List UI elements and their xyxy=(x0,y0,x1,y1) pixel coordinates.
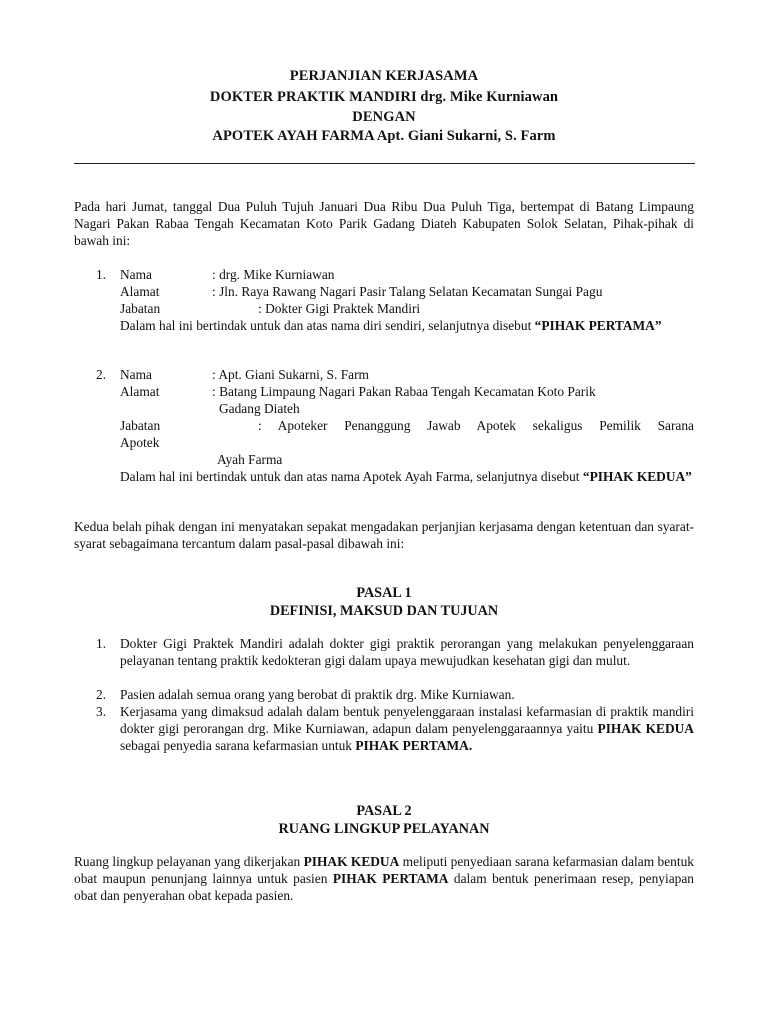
doc-title-line-2: DOKTER PRAKTIK MANDIRI drg. Mike Kurniawan xyxy=(209,89,559,105)
party1-statement xyxy=(120,317,694,334)
party2-alamat-value-2: Gadang Diateh xyxy=(219,401,300,416)
party2-jabatan-wrap: Apotek xyxy=(120,435,160,450)
party2-designation: “PIHAK KEDUA” xyxy=(582,469,692,484)
pasal1-item1-number: 1. xyxy=(96,636,107,651)
pasal1-item3-bold-a: PIHAK KEDUA xyxy=(597,721,694,736)
pasal2-bold-a: PIHAK KEDUA xyxy=(303,854,400,869)
pasal1-item2-number: 2. xyxy=(96,687,107,702)
party2-alamat-label: Alamat xyxy=(120,384,160,399)
pasal2-text-c: dalam bentuk penerimaan resep, penyiapan obat dan penyerahan obat kepada pasien. xyxy=(74,871,694,903)
intro-paragraph: Pada hari Jumat, tanggal Dua Puluh Tujuh Januari Dua Ribu Dua Puluh Tiga, bertempat di Batang Limpaung Nagari Pakan Rabaa Tengah Kecamatan Koto Parik Gadang Diateh Kabupaten Solok Selatan, Pihak-pihak di bawah ini: xyxy=(74,199,694,248)
pasal1-item3-text-b: sebagai penyedia sarana kefarmasian untuk xyxy=(120,738,353,753)
party1-jabatan-label: Jabatan xyxy=(120,301,161,316)
party2-jabatan-label: Jabatan xyxy=(120,418,161,433)
party2-statement-text: Dalam hal ini bertindak untuk dan atas nama Apotek Ayah Farma, selanjutnya disebut xyxy=(120,469,580,484)
pasal2-text-b: meliputi penyediaan sarana kefarmasian dalam bentuk obat maupun penunjang lainnya untuk pasien xyxy=(74,854,694,886)
party1-nama-label: Nama xyxy=(120,267,152,282)
header-divider xyxy=(74,163,695,164)
pasal1-item2-text: Pasien adalah semua orang yang berobat di praktik drg. Mike Kurniawan. xyxy=(120,687,515,702)
party2-alamat-value-1: : Batang Limpaung Nagari Pakan Rabaa Tengah Kecamatan Koto Parik xyxy=(212,384,596,399)
pasal1-item3-text xyxy=(120,703,694,754)
party2-nama-label: Nama xyxy=(120,367,152,382)
party2-jabatan-value-2: Ayah Farma xyxy=(217,452,283,467)
pasal2-subtitle: RUANG LINGKUP PELAYANAN xyxy=(278,821,490,837)
party1-number: 1. xyxy=(96,267,107,282)
pasal2-bold-b: PIHAK PERTAMA xyxy=(332,871,449,886)
doc-title-line-1: PERJANJIAN KERJASAMA xyxy=(289,68,479,84)
doc-title-line-4: APOTEK AYAH FARMA Apt. Giani Sukarni, S. Farm xyxy=(212,128,556,144)
party2-statement xyxy=(120,468,694,485)
pasal1-item3-text-a: Kerjasama yang dimaksud adalah dalam bentuk penyelenggaraan instalasi kefarmasian di praktik mandiri dokter gigi perorangan drg. Mike Kurniawan, adapun dalam penyelenggaraannya yaitu xyxy=(120,704,694,736)
agreement-paragraph: Kedua belah pihak dengan ini menyatakan sepakat mengadakan perjanjian kerjasama dengan ketentuan dan syarat-syarat sebagaimana tercantum dalam pasal-pasal dibawah ini: xyxy=(74,519,694,551)
party1-jabatan-value: : Dokter Gigi Praktek Mandiri xyxy=(258,301,421,316)
pasal2-paragraph xyxy=(74,853,694,904)
pasal1-item3-bold-b: PIHAK PERTAMA. xyxy=(355,738,473,753)
party2-jabatan-value: : Apoteker Penanggung Jawab Apotek sekaligus Pemilik Sarana xyxy=(258,418,694,433)
pasal1-title: PASAL 1 xyxy=(356,585,412,601)
party1-alamat-label: Alamat xyxy=(120,284,160,299)
pasal2-title: PASAL 2 xyxy=(356,803,412,819)
party1-designation: “PIHAK PERTAMA” xyxy=(534,318,662,333)
party1-nama-value: : drg. Mike Kurniawan xyxy=(212,267,335,282)
party1-alamat-value: : Jln. Raya Rawang Nagari Pasir Talang Selatan Kecamatan Sungai Pagu xyxy=(212,284,603,299)
party2-nama-value: : Apt. Giani Sukarni, S. Farm xyxy=(212,367,369,382)
doc-title-line-3: DENGAN xyxy=(352,109,416,125)
pasal1-subtitle: DEFINISI, MAKSUD DAN TUJUAN xyxy=(269,603,499,619)
pasal1-item1-text: Dokter Gigi Praktek Mandiri adalah dokter gigi praktik perorangan yang melakukan penyelenggaraan pelayanan tentang praktik kedokteran gigi dalam upaya mewujudkan kesehatan gigi dan mulut. xyxy=(120,636,694,668)
pasal2-text-a: Ruang lingkup pelayanan yang dikerjakan xyxy=(74,854,301,869)
party1-statement-text: Dalam hal ini bertindak untuk dan atas nama diri sendiri, selanjutnya disebut xyxy=(120,318,532,333)
party2-number: 2. xyxy=(96,367,107,382)
pasal1-item3-number: 3. xyxy=(96,704,107,719)
